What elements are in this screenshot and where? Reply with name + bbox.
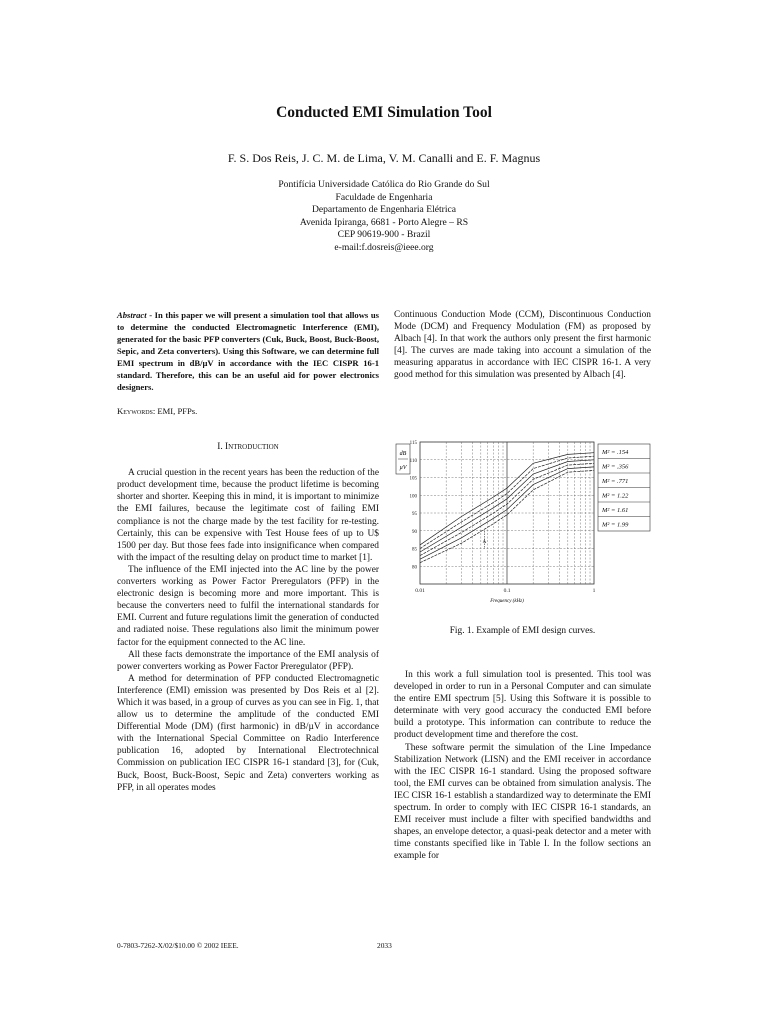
y-tick-label: 110 [409,458,417,464]
section-heading-introduction: I. Introduction [217,442,279,453]
paragraph: Continuous Conduction Mode (CCM), Discontinuous Conduction Mode (DCM) and Frequency Modulation (FM) as proposed by Albach [4]. In that work the authors only present the first harmonic [4]. The curves are made taking into account a simulation of the measuring apparatus in accordance with IEC CISPR 16-1. A very good method for this simulation was presented by Albach [4]. [394,310,651,381]
x-tick-label: 0.1 [503,588,511,594]
paragraph: The influence of the EMI injected into the AC line by the power converters working as Power Factor Preregulators (PFP) in the electronic design is becoming more and more important. This is because the converters need to fulfil the international standards for EMI. Current and future regulations limit the generation of conducted and radiated noise. These regulations also limit the minimum power factor for the equipment connected to the AC line. [117,564,379,648]
keywords-label: Keywords [117,406,153,416]
figure-caption: Fig. 1. Example of EMI design curves. [449,626,596,636]
paragraph: A method for determination of PFP conducted Electromagnetic Interference (EMI) emission was presented by Dos Reis et al [2]. Which it was based, in a group of curves as you can see in Fig. 1, that allow us to determine the amplitude of the conducted EMI Differential Mode (DM) (first harmonic) in dB/µV in accordance with the International Special Committee on Radio Interference publication 16, adopted by International Electrotechnical Commission on publication IEC CISPR 16-1 standard [3], for (Cuk, Buck, Boost, Buck-Boost, Sepic and Zeta) converters working as PFP, in all operates modes [117,673,379,793]
y-axis-label: dB [399,451,407,457]
legend-item: M² = 1.61 [602,507,629,514]
affiliation-line: Avenida Ipiranga, 6681 - Porto Alegre – RS [299,216,469,228]
abstract [117,309,379,393]
emi-chart [394,434,654,610]
affiliation [0,179,768,255]
abstract-text: - In this paper we will present a simulation tool that allows us to determine the conducted Electromagnetic Interference (EMI), generated for the basic PFP converters (Cuk, Buck, Boost, Buck-Boost, Sepic, and Zeta converters). Using this Software, we can determine full EMI spectrum in dB/µV in accordance with the IEC CISPR 16-1 standard. Therefore, this can be an useful aid for power electronics designers. [117,310,379,392]
left-column [117,309,379,794]
affiliation-line: Faculdade de Engenharia [335,191,433,203]
right-column-bottom [394,669,651,863]
legend-item: M² = 1.22 [602,492,629,500]
affiliation-line: CEP 90619-900 - Brazil [337,229,431,241]
paragraph: A crucial question in the recent years has been the reduction of the product development time, because the product lifetime is becoming shorter and shorter. Keeping this in mind, it is important to minimize the EMI failures, because the legitimate cost of failing EMI compliance is not the charge made by the test facility for re-testing. Certainly, this can be expensive with Test House fees of up to U$ 1500 per day. But those fees fade into insignificance when compared with the impact of the resulting delay on product time to market [1]. [117,468,379,563]
paper-title: Conducted EMI Simulation Tool [276,104,492,121]
figure-emi-curves [394,434,654,610]
legend-item: M² = .356 [602,463,629,471]
footer-doi: 0-7803-7262-X/02/$10.00 © 2002 IEEE. [117,941,239,950]
y-tick-label: 105 [409,476,417,482]
y-tick-label: 115 [409,441,417,446]
right-column-top [394,309,651,382]
y-tick-label: 95 [412,512,417,517]
x-axis-label: Frequency (kHz) [490,599,524,604]
keywords-text: : EMI, PFPs. [152,406,198,416]
legend-item: M² = 1.99 [602,521,629,529]
y-axis-label-unit: µV [399,465,407,471]
legend-item: M² = .771 [602,478,629,485]
abstract-label: Abstract [117,310,147,320]
paragraph: In this work a full simulation tool is presented. This tool was developed in order to run in a Personal Computer and can simulate the entire EMI spectrum [5]. Using this Software it is possible to determinate with very good accuracy the conducted EMI before build a prototype. This information can contribute to reduce the product development time and therefore the cost. [394,670,651,741]
x-tick-label: 1 [592,588,596,594]
affiliation-line: Pontifícia Universidade Católica do Rio Grande do Sul [278,179,490,190]
paragraph: All these facts demonstrate the importance of the EMI analysis of power converters working as Power Factor Preregulator (PFP). [117,649,379,672]
x-tick-label: 0.01 [415,588,425,594]
affiliation-line: Departamento de Engenharia Elétrica [311,204,457,216]
y-tick-label: 90 [412,529,417,535]
affiliation-email: e-mail:f.dosreis@ieee.org [334,241,434,253]
page-number: 2033 [377,941,392,950]
y-tick-label: 100 [409,494,417,500]
keywords [117,405,379,417]
legend-item: M² = .154 [602,449,629,456]
y-tick-label: 85 [412,547,417,553]
author-list: F. S. Dos Reis, J. C. M. de Lima, V. M. Canalli and E. F. Magnus [227,151,541,165]
y-tick-label: 80 [412,565,417,571]
paragraph: These software permit the simulation of the Line Impedance Stabilization Network (LISN) and the EMI receiver in accordance with the IEC CISPR 16-1 standard. Using the proposed software tool, the EMI curves can be obtained from simulation analysis. The IEC CISR 16-1 establish a standardized way to determinate the EMI spectrum. In order to comply with IEC CISPR 16-1 standards, an EMI receiver must include a filter with specified bandwidths and shapes, an envelope detector, a quasi-peak detector and a meter with time constants specified like in Table I. In the follow sections an example for [394,742,651,862]
annotation-marker: A [482,539,487,545]
